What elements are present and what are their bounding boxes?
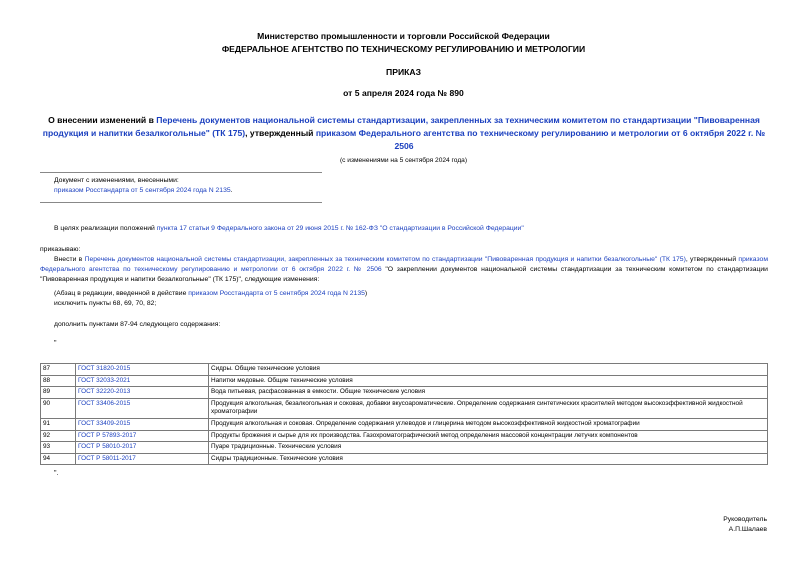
row-number: 91 — [41, 418, 76, 430]
signature-block — [723, 515, 767, 535]
table-row — [41, 387, 768, 399]
row-number: 92 — [41, 430, 76, 442]
row-code-cell — [76, 430, 209, 442]
signature-name: А.П.Шалаев — [728, 526, 767, 533]
close-quote: ". — [54, 470, 59, 477]
row-number: 89 — [41, 387, 76, 399]
row-title: Продукция алкогольная и соковая. Определение содержания углеводов и глицерина методом высокоэффективной жидкостной хроматографии — [209, 418, 768, 430]
row-title: Продукция алкогольная, безалкогольная и соковая, добавки вкусоароматические. Определение содержания синтетических красителей методом высокоэффективной жидкостной хроматографии — [209, 398, 768, 418]
standard-link[interactable]: ГОСТ Р 57893-2017 — [78, 431, 137, 439]
table-row — [41, 398, 768, 418]
agency-heading: ФЕДЕРАЛЬНОЕ АГЕНТСТВО ПО ТЕХНИЧЕСКОМУ РЕГУЛИРОВАНИЮ И МЕТРОЛОГИИ — [221, 44, 586, 54]
row-number: 88 — [41, 375, 76, 387]
p1-list-link[interactable]: Перечень документов национальной системы стандартизации, закрепленных за техническим комитетом по стандартизации "Пивоваренная продукция и напитки безалкогольные" (ТК 175) — [84, 256, 686, 263]
standard-link[interactable]: ГОСТ 32033-2021 — [78, 376, 131, 384]
p1-mid: , утвержденный — [685, 256, 739, 263]
row-title: Сидры традиционные. Технические условия — [209, 453, 768, 465]
standard-link[interactable]: ГОСТ Р 58011-2017 — [78, 454, 136, 462]
open-quote: " — [54, 340, 57, 347]
table-row — [41, 364, 768, 376]
signature-role: Руководитель — [723, 516, 767, 523]
standard-link[interactable]: ГОСТ 33406-2015 — [78, 399, 131, 407]
standard-link[interactable]: ГОСТ 31820-2015 — [78, 365, 131, 372]
doc-title — [34, 114, 774, 153]
changes-link[interactable]: приказом Росстандарта от 5 сентября 2024 года N 2135 — [54, 187, 231, 194]
ordered-text: приказываю: — [40, 246, 81, 253]
edition-paragraph — [54, 289, 367, 299]
title-prefix: О внесении изменений в — [48, 115, 157, 125]
row-number: 93 — [41, 442, 76, 454]
intro-law-link[interactable]: пункта 17 статьи 9 Федерального закона от 29 июня 2015 г. № 162-ФЗ "О стандартизации в Российской Федерации" — [156, 225, 524, 232]
row-title: Вода питьевая, расфасованная в емкости. Общие технические условия — [209, 387, 768, 399]
standards-table — [40, 363, 768, 465]
row-title: Напитки медовые. Общие технические условия — [209, 375, 768, 387]
title-order-link[interactable]: приказом Федерального агентства по техническому регулированию и метрологии от 6 октября 2022 г. № 2506 — [315, 128, 766, 151]
doc-date: от 5 апреля 2024 года № 890 — [343, 88, 464, 98]
row-code-cell — [76, 387, 209, 399]
edition-note: (с изменениями на 5 сентября 2024 года) — [339, 157, 468, 164]
row-code-cell — [76, 375, 209, 387]
row-code-cell — [76, 398, 209, 418]
title-middle: , утвержденный — [245, 128, 316, 138]
add-items: дополнить пунктами 87-94 следующего содержания: — [54, 321, 221, 328]
table-row — [41, 418, 768, 430]
changes-end: . — [230, 187, 233, 194]
row-number: 90 — [41, 398, 76, 418]
intro-paragraph — [54, 224, 768, 234]
row-code-cell — [76, 364, 209, 376]
p1-end: "О закреплении документов национальной системы стандартизации за техническим комитетом по стандартизации "Пивоваренная продукция и напитки безалкогольные" (ТК 175)", следующие изменения: — [40, 265, 768, 283]
changes-label: Документ с изменениями, внесенными: — [54, 177, 179, 184]
p1-order-link[interactable]: приказом Федерального агентства по техническому регулированию и метрологии от 6 октября 2022 г. № 2506 — [40, 256, 768, 273]
p1-prefix: Внести в — [54, 256, 85, 263]
standard-link[interactable]: ГОСТ Р 58010-2017 — [78, 443, 137, 451]
standard-link[interactable]: ГОСТ 33409-2015 — [78, 419, 131, 427]
row-code-cell — [76, 442, 209, 454]
changes-top-rule — [40, 172, 322, 173]
changes-bottom-rule — [40, 202, 322, 203]
table-row — [41, 430, 768, 442]
edition-suffix: ) — [364, 290, 368, 297]
row-code-cell — [76, 453, 209, 465]
row-number: 87 — [41, 364, 76, 376]
row-title: Пуаре традиционные. Технические условия — [209, 442, 768, 454]
row-title: Сидры. Общие технические условия — [209, 364, 768, 376]
intro-prefix: В целях реализации положений — [54, 225, 157, 232]
exclude-items: исключить пункты 68, 69, 70, 82; — [54, 300, 157, 307]
table-row — [41, 453, 768, 465]
edition-link[interactable]: приказом Росстандарта от 5 сентября 2024 года N 2135 — [188, 290, 365, 297]
changes-line — [54, 186, 233, 196]
title-list-link[interactable]: Перечень документов национальной системы стандартизации, закрепленных за техническим комитетом по стандартизации "Пивоваренная продукция и напитки безалкогольные" (ТК 175) — [42, 115, 760, 138]
table-row — [41, 375, 768, 387]
table-row — [41, 442, 768, 454]
doc-type-heading: ПРИКАЗ — [386, 67, 421, 77]
row-number: 94 — [41, 453, 76, 465]
edition-prefix: (Абзац в редакции, введенной в действие — [54, 290, 189, 297]
ministry-heading: Министерство промышленности и торговли Российской Федерации — [257, 31, 550, 41]
standard-link[interactable]: ГОСТ 32220-2013 — [78, 388, 131, 396]
amendment-paragraph — [40, 255, 768, 284]
row-code-cell — [76, 418, 209, 430]
row-title: Продукты брожения и сырье для их производства. Газохроматографический метод определения массовой концентрации летучих компонентов — [209, 430, 768, 442]
